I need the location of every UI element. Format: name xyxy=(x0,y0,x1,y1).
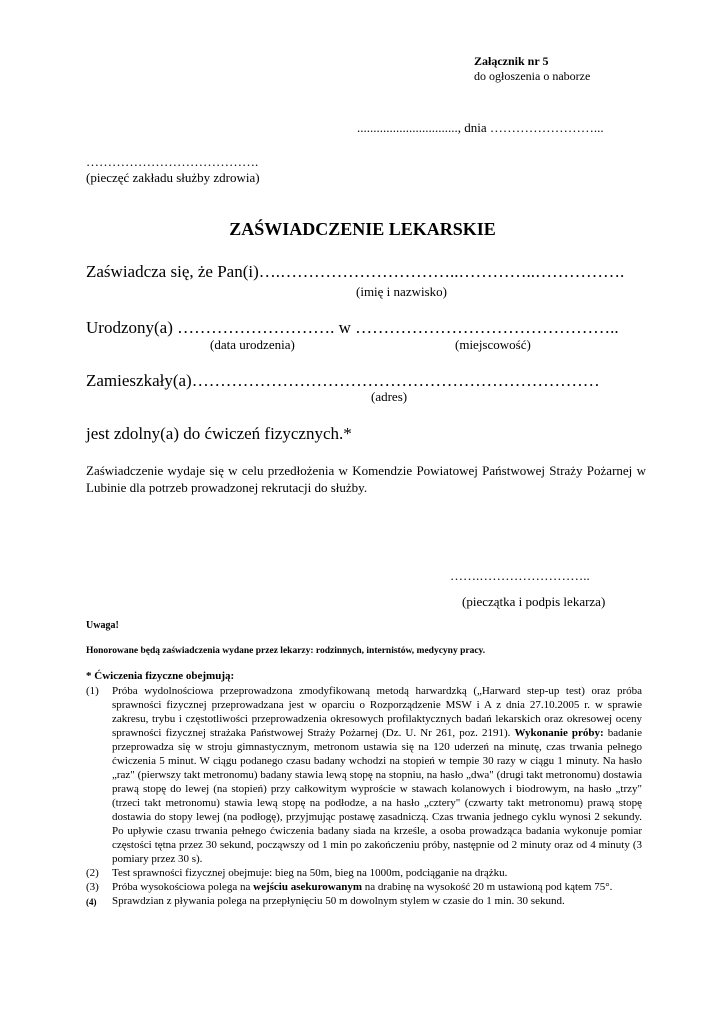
name-label: (imię i nazwisko) xyxy=(356,284,447,299)
item-text xyxy=(112,880,642,894)
list-item xyxy=(86,866,642,880)
item-text: Sprawdzian z pływania polega na przepłynięciu 50 m dowolnym stylem w czasie do 1 min. 30 sekund. xyxy=(112,895,565,907)
fitness-statement: jest zdolny(a) do ćwiczeń fizycznych.* xyxy=(86,424,352,443)
stamp-dots: …………………………………. xyxy=(86,154,259,169)
annex-subtitle: do ogłoszenia o naborze xyxy=(474,69,591,83)
item-text: Test sprawności fizycznej obejmuje: bieg na 50m, bieg na 1000m, podciąganie na drążku. xyxy=(112,867,508,879)
signature-dots: …….…………………….. xyxy=(450,568,590,583)
annex-title: Załącznik nr 5 xyxy=(474,54,549,68)
item-number: (1) xyxy=(86,685,99,697)
item-text-b: badanie przeprowadza się w stroju gimnastycznym, metronom ustawia się na 120 uderzeń na minutę, czas trwania pełnego ćwiczenia 5 minut. W ciągu podanego czasu badany wchodzi na stopień w tempie 30 razy w ciągu 1 minuty. Na hasło „raz" (pierwszy takt metronomu) badany stawia lewą stopę na stopniu, na hasło „dwa" (drugi takt metronomu) dostawia prawą stopę do lewej (na stopień) przy całkowitym wyproście w stawach kolanowych i biodrowym, na hasło „trzy" (trzeci takt metronomu) stawia lewą stopę na podłodze, a na hasło „cztery" (czwarty takt metronomu) prawą stopę dostawia do stopy lewej (na podłogę), przyjmując postawę zasadniczą. Czas trwania jednego cyklu wynosi 2 sekundy. Po upływie czasu trwania pełnego ćwiczenia badany siada na krześle, a osoba prowadząca badania wykonuje pomiar częstości tętna przez 30 sekund, począwszy od 1 min po zakończeniu próby, następnie od 2 minuty oraz od 4 minuty (3 pomiary przez 30 s). xyxy=(112,727,642,865)
birth-date-label: (data urodzenia) xyxy=(210,337,295,352)
item-number: (2) xyxy=(86,867,99,879)
item-text-a: Próba wydolnościowa przeprowadzona zmodyfikowaną metodą harwardzką („Harward step-up test) oraz próba sprawności fizycznej przeprowadzana jest w oparciu o Rozporządzenie MSW i A z dnia 27.10.2005 r. w sprawie zakresu, trybu i częstotliwości przeprowadzenia okresowych profilaktycznych badań lekarskich oraz okresowej oceny sprawności fizycznej strażaka Państwowej Straży Pożarnej (Dz. U. Nr 261, poz. 2191). xyxy=(112,685,642,739)
item-text xyxy=(112,684,642,866)
item-number: (3) xyxy=(86,881,99,893)
document-title: ZAŚWIADCZENIE LEKARSKIE xyxy=(229,219,496,239)
list-item xyxy=(86,880,642,894)
address-label: (adres) xyxy=(371,389,408,404)
purpose-paragraph: Zaświadczenie wydaje się w celu przedłożenia w Komendzie Powiatowej Państwowej Straży Pożarnej w Lubinie dla potrzeb prowadzonej rekrutacji do służby. xyxy=(86,463,646,495)
honored-note: Honorowane będą zaświadczenia wydane przez lekarzy: rodzinnych, internistów, medycyny pracy. xyxy=(86,646,486,656)
exercises-title: * Ćwiczenia fizyczne obejmują: xyxy=(86,670,235,682)
birth-place-label: (miejscowość) xyxy=(455,337,531,352)
stamp-label: (pieczęć zakładu służby zdrowia) xyxy=(86,170,260,185)
item-text-b: na drabinę na wysokość 20 m ustawioną pod kątem 75°. xyxy=(364,881,613,893)
list-item xyxy=(86,684,642,866)
place-date-line: ..............................., dnia ……………………... xyxy=(357,120,604,135)
name-line: Zaświadcza się, że Pan(i)….…………………………..…………..……………. xyxy=(86,262,625,281)
item-number: (4) xyxy=(86,897,97,907)
birth-line: Urodzony(a) ………………………. w ……………………………………….. xyxy=(86,318,619,337)
note-heading: Uwaga! xyxy=(86,620,119,631)
signature-label: (pieczątka i podpis lekarza) xyxy=(462,594,606,609)
address-line: Zamieszkały(a)……………………………………………………………… xyxy=(86,371,600,390)
item-text-bold: Wykonanie próby: xyxy=(514,727,604,739)
list-item xyxy=(86,894,642,909)
exercises-list xyxy=(86,684,642,909)
item-text-bold: wejściu asekurowanym xyxy=(253,881,363,893)
item-text-a: Próba wysokościowa polega na xyxy=(112,881,251,893)
